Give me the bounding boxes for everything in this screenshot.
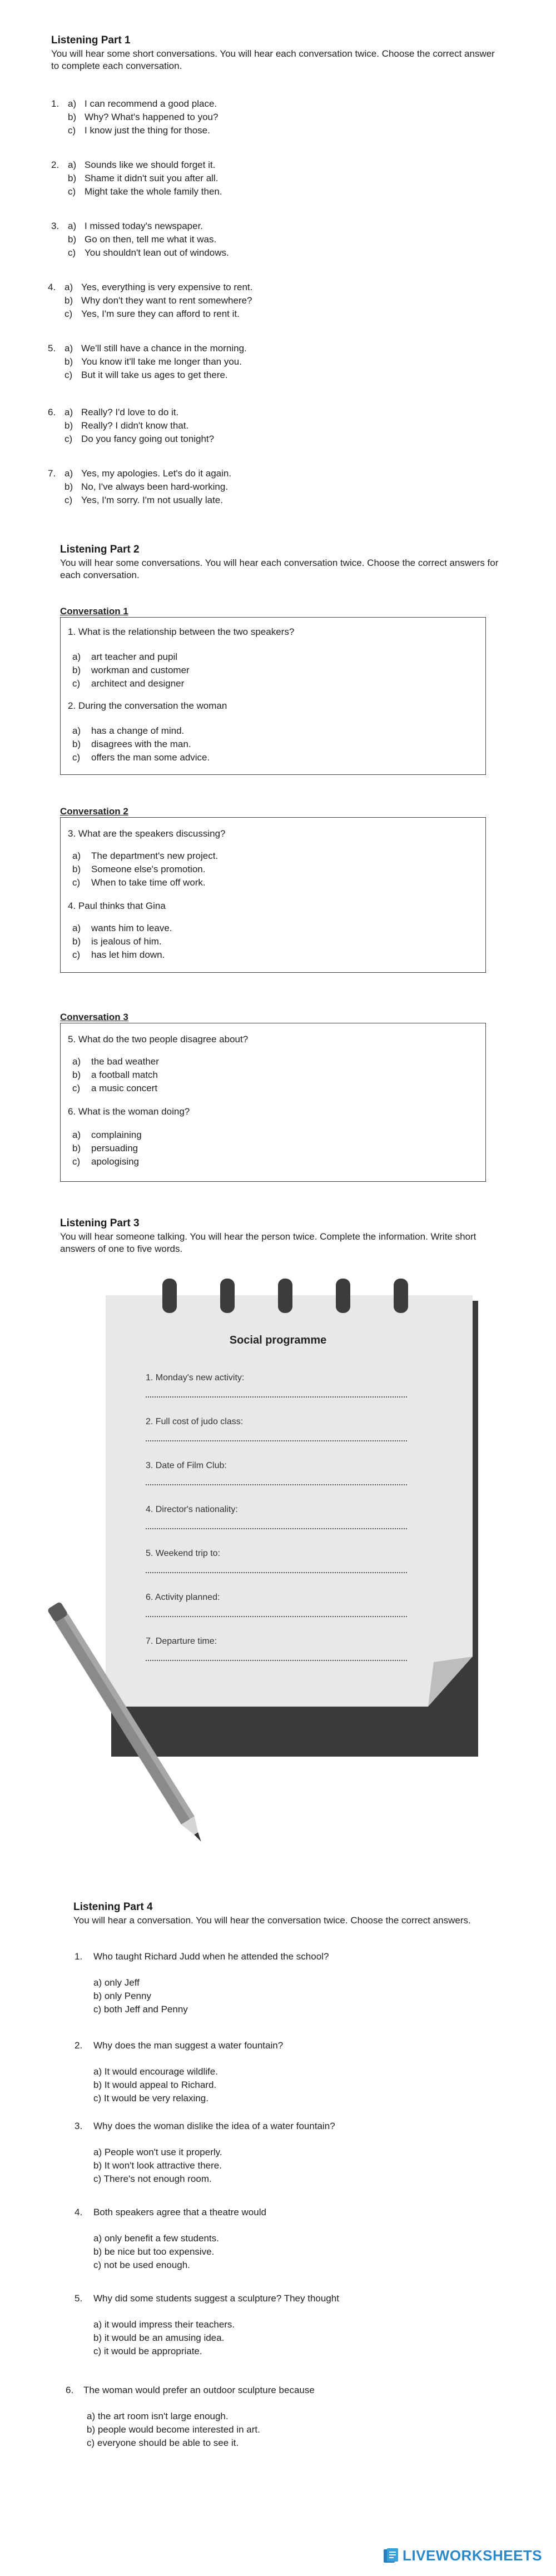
option-letter: a) bbox=[72, 851, 81, 861]
option-letter: b) bbox=[72, 864, 81, 874]
answer-line bbox=[146, 1572, 407, 1573]
notepad-illustration bbox=[44, 1279, 489, 1846]
part1-question bbox=[51, 220, 440, 264]
option: b) people would become interested in art. bbox=[87, 2424, 260, 2435]
part4-title: Listening Part 4 bbox=[73, 1901, 153, 1913]
option-letter: c) bbox=[64, 434, 73, 444]
option-letter: b) bbox=[72, 739, 81, 749]
conversation-question: 2. During the conversation the woman bbox=[68, 700, 227, 711]
option-text: We'll still have a chance in the morning. bbox=[81, 343, 247, 354]
question-number: 3. bbox=[51, 221, 59, 231]
notepad-item-label: 7. Departure time: bbox=[146, 1637, 217, 1646]
option-text: I know just the thing for those. bbox=[85, 125, 210, 136]
option-text: disagrees with the man. bbox=[91, 739, 191, 749]
option-text: Do you fancy going out tonight? bbox=[81, 434, 215, 444]
conversation-1-title: Conversation 1 bbox=[60, 606, 128, 616]
option-letter: b) bbox=[72, 1143, 81, 1153]
conversation-3-title: Conversation 3 bbox=[60, 1012, 128, 1022]
option-letter: c) bbox=[72, 752, 81, 763]
option-letter: c) bbox=[68, 186, 76, 197]
option-text: Go on then, tell me what it was. bbox=[85, 234, 217, 245]
option-letter: c) bbox=[72, 1083, 81, 1093]
notepad-title: Social programme bbox=[229, 1334, 327, 1346]
option-text: I missed today's newspaper. bbox=[85, 221, 203, 231]
logo-icon bbox=[383, 2547, 399, 2564]
option: b) It would appeal to Richard. bbox=[93, 2080, 217, 2090]
option: a) the art room isn't large enough. bbox=[87, 2411, 229, 2421]
question-number: 1. bbox=[51, 98, 59, 109]
option-letter: a) bbox=[64, 282, 73, 292]
option-letter: a) bbox=[68, 98, 77, 109]
question-text: Why does the man suggest a water fountain? bbox=[93, 2040, 284, 2051]
question-number: 4. bbox=[75, 2207, 83, 2217]
option-text: You shouldn't lean out of windows. bbox=[85, 247, 229, 258]
option: b) only Penny bbox=[93, 1991, 151, 2001]
option-text: Really? I didn't know that. bbox=[81, 420, 189, 431]
option-letter: c) bbox=[72, 877, 81, 888]
option-text: art teacher and pupil bbox=[91, 652, 177, 662]
question-number: 6. bbox=[48, 407, 56, 417]
option-letter: a) bbox=[64, 407, 73, 417]
logo-text: LIVEWORKSHEETS bbox=[403, 2547, 543, 2564]
option: a) only benefit a few students. bbox=[93, 2233, 219, 2244]
option-text: a music concert bbox=[91, 1083, 158, 1093]
option: b) be nice but too expensive. bbox=[93, 2246, 215, 2257]
option-text: complaining bbox=[91, 1130, 142, 1140]
option-letter: a) bbox=[72, 1130, 81, 1140]
option: c) everyone should be able to see it. bbox=[87, 2438, 239, 2448]
question-text: Who taught Richard Judd when he attended the school? bbox=[93, 1951, 329, 1962]
option: c) it would be appropriate. bbox=[93, 2346, 202, 2356]
option-text: Yes, I'm sure they can afford to rent it. bbox=[81, 309, 240, 319]
option-text: offers the man some advice. bbox=[91, 752, 210, 763]
conversation-2-title: Conversation 2 bbox=[60, 806, 128, 817]
option-letter: c) bbox=[72, 678, 81, 689]
option: c) There's not enough room. bbox=[93, 2174, 212, 2184]
notepad-item-label: 2. Full cost of judo class: bbox=[146, 1417, 244, 1426]
option-text: You know it'll take me longer than you. bbox=[81, 356, 242, 367]
notepad-item-label: 5. Weekend trip to: bbox=[146, 1549, 220, 1558]
option-letter: a) bbox=[64, 343, 73, 354]
option-text: Shame it didn't suit you after all. bbox=[85, 173, 219, 183]
answer-line bbox=[146, 1528, 407, 1529]
part1-title: Listening Part 1 bbox=[51, 34, 131, 46]
question-number: 3. bbox=[75, 2121, 83, 2131]
option-text: Someone else's promotion. bbox=[91, 864, 206, 874]
option-text: workman and customer bbox=[91, 665, 190, 675]
part1-question bbox=[51, 158, 440, 203]
option-letter: a) bbox=[72, 923, 81, 933]
option-letter: c) bbox=[72, 1156, 81, 1167]
option-text: Sounds like we should forget it. bbox=[85, 160, 216, 170]
conversation-question: 1. What is the relationship between the two speakers? bbox=[68, 626, 295, 637]
part3-title: Listening Part 3 bbox=[60, 1217, 140, 1229]
conversation-1-box bbox=[60, 617, 486, 775]
liveworksheets-logo[interactable] bbox=[383, 2546, 542, 2565]
option-letter: b) bbox=[72, 1070, 81, 1080]
option-letter: c) bbox=[64, 309, 73, 319]
option-letter: c) bbox=[64, 370, 73, 380]
option-text: The department's new project. bbox=[91, 851, 219, 861]
conversation-question: 6. What is the woman doing? bbox=[68, 1106, 190, 1117]
question-number: 1. bbox=[75, 1951, 83, 1962]
option-letter: c) bbox=[68, 125, 76, 136]
option-text: When to take time off work. bbox=[91, 877, 206, 888]
question-text: Why does the woman dislike the idea of a water fountain? bbox=[93, 2121, 335, 2131]
ring-3 bbox=[278, 1279, 292, 1313]
option-text: apologising bbox=[91, 1156, 140, 1167]
notepad-item-label: 6. Activity planned: bbox=[146, 1593, 220, 1602]
part1-question bbox=[48, 467, 437, 511]
option: b) it would be an amusing idea. bbox=[93, 2333, 225, 2343]
answer-line bbox=[146, 1440, 407, 1441]
option-text: has let him down. bbox=[91, 949, 165, 960]
option: a) People won't use it properly. bbox=[93, 2147, 222, 2157]
option-text: has a change of mind. bbox=[91, 725, 185, 736]
question-text: The woman would prefer an outdoor sculpture because bbox=[83, 2385, 315, 2395]
part1-question bbox=[51, 97, 440, 142]
option-letter: c) bbox=[64, 495, 73, 505]
answer-line bbox=[146, 1396, 407, 1398]
answer-line bbox=[146, 1484, 407, 1485]
option-text: Might take the whole family then. bbox=[85, 186, 222, 197]
option-letter: a) bbox=[72, 652, 81, 662]
option-letter: a) bbox=[72, 1056, 81, 1067]
option-text: But it will take us ages to get there. bbox=[81, 370, 228, 380]
option-letter: a) bbox=[64, 468, 73, 479]
question-number: 7. bbox=[48, 468, 56, 479]
option: c) not be used enough. bbox=[93, 2260, 190, 2270]
question-number: 6. bbox=[66, 2385, 74, 2395]
notepad-item-label: 4. Director's nationality: bbox=[146, 1505, 238, 1514]
option-letter: c) bbox=[72, 949, 81, 960]
option-letter: b) bbox=[64, 295, 73, 306]
part1-question bbox=[48, 406, 437, 450]
option-text: Why don't they want to rent somewhere? bbox=[81, 295, 252, 306]
option: a) only Jeff bbox=[93, 1977, 140, 1988]
option-text: is jealous of him. bbox=[91, 936, 162, 947]
part3-intro: You will hear someone talking. You will hear the person twice. Complete the information. Write short answers of one to five words. bbox=[60, 1231, 476, 1254]
conversation-question: 4. Paul thinks that Gina bbox=[68, 901, 166, 911]
option-letter: a) bbox=[72, 725, 81, 736]
part1-question bbox=[48, 342, 437, 386]
part2-title: Listening Part 2 bbox=[60, 544, 140, 555]
option-letter: b) bbox=[68, 234, 77, 245]
question-text: Both speakers agree that a theatre would bbox=[93, 2207, 266, 2217]
question-number: 5. bbox=[75, 2293, 83, 2304]
option-text: wants him to leave. bbox=[91, 923, 172, 933]
option-letter: b) bbox=[64, 356, 73, 367]
option-text: No, I've always been hard-working. bbox=[81, 481, 229, 492]
option-text: Yes, everything is very expensive to rent. bbox=[81, 282, 253, 292]
option: a) it would impress their teachers. bbox=[93, 2319, 235, 2330]
option-letter: b) bbox=[72, 936, 81, 947]
ring-1 bbox=[162, 1279, 177, 1313]
option: b) It won't look attractive there. bbox=[93, 2160, 222, 2171]
option-letter: b) bbox=[68, 112, 77, 122]
part2-intro: You will hear some conversations. You will hear each conversation twice. Choose the correct answers for each conversation. bbox=[60, 558, 499, 580]
option-letter: a) bbox=[68, 160, 77, 170]
ring-4 bbox=[336, 1279, 350, 1313]
part1-question bbox=[48, 281, 437, 325]
ring-5 bbox=[394, 1279, 408, 1313]
conversation-question: 3. What are the speakers discussing? bbox=[68, 828, 226, 839]
option-letter: c) bbox=[68, 247, 76, 258]
ring-2 bbox=[220, 1279, 235, 1313]
option-text: a football match bbox=[91, 1070, 158, 1080]
option: c) It would be very relaxing. bbox=[93, 2093, 209, 2103]
option-text: the bad weather bbox=[91, 1056, 159, 1067]
conversation-question: 5. What do the two people disagree about? bbox=[68, 1034, 249, 1045]
option-letter: b) bbox=[64, 420, 73, 431]
option-letter: b) bbox=[64, 481, 73, 492]
option-text: I can recommend a good place. bbox=[85, 98, 217, 109]
option-letter: b) bbox=[68, 173, 77, 183]
part4-intro: You will hear a conversation. You will hear the conversation twice. Choose the correct answers. bbox=[73, 1915, 471, 1926]
option-letter: b) bbox=[72, 665, 81, 675]
option-text: Yes, my apologies. Let's do it again. bbox=[81, 468, 232, 479]
notepad-item-label: 1. Monday's new activity: bbox=[146, 1373, 245, 1383]
option-text: architect and designer bbox=[91, 678, 185, 689]
option-letter: a) bbox=[68, 221, 77, 231]
part1-intro: You will hear some short conversations. You will hear each conversation twice. Choose the correct answer to complete each conversation. bbox=[51, 48, 495, 71]
option-text: persuading bbox=[91, 1143, 138, 1153]
option: a) It would encourage wildlife. bbox=[93, 2066, 218, 2077]
answer-line bbox=[146, 1616, 407, 1617]
answer-line bbox=[146, 1660, 407, 1661]
question-number: 2. bbox=[75, 2040, 83, 2051]
question-number: 4. bbox=[48, 282, 56, 292]
notepad-item-label: 3. Date of Film Club: bbox=[146, 1461, 227, 1470]
question-number: 5. bbox=[48, 343, 56, 354]
question-text: Why did some students suggest a sculpture? They thought bbox=[93, 2293, 339, 2304]
question-number: 2. bbox=[51, 160, 59, 170]
option-text: Yes, I'm sorry. I'm not usually late. bbox=[81, 495, 223, 505]
option-text: Why? What's happened to you? bbox=[85, 112, 219, 122]
option: c) both Jeff and Penny bbox=[93, 2004, 188, 2015]
option-text: Really? I'd love to do it. bbox=[81, 407, 179, 417]
